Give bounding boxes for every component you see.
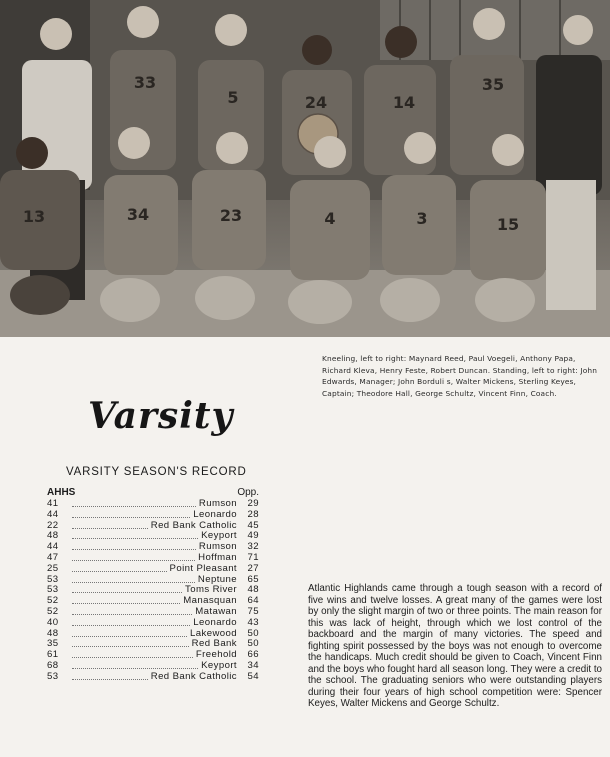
leader-dots: [72, 596, 180, 604]
record-title: VARSITY SEASON'S RECORD: [66, 466, 247, 478]
opponent-score: 32: [247, 541, 259, 553]
opponent-name: Neptune: [197, 573, 237, 585]
jersey-number: 14: [392, 93, 416, 112]
opponent-name: Matawan: [195, 605, 237, 617]
leader-dots: [72, 499, 196, 507]
team-photo: [0, 0, 610, 337]
home-score: 47: [47, 551, 59, 563]
record-row: [47, 618, 259, 629]
opponent-score: 43: [247, 616, 259, 628]
home-team-label: AHHS: [47, 487, 76, 498]
record-row: [47, 672, 259, 683]
home-score: 48: [47, 627, 59, 639]
leader-dots: [72, 607, 192, 615]
opponent-name: Toms River: [185, 584, 237, 596]
opponent-score: 48: [247, 584, 259, 596]
leader-dots: [72, 650, 193, 658]
home-score: 53: [47, 573, 59, 585]
leader-dots: [72, 661, 198, 669]
leader-dots: [72, 510, 190, 518]
jersey-number: 13: [22, 207, 46, 226]
home-score: 68: [47, 659, 59, 671]
home-score: 53: [47, 670, 59, 682]
opponent-score: 34: [247, 659, 259, 671]
record-table: [47, 499, 259, 683]
opponent-name: Red Bank Catholic: [150, 670, 237, 682]
page-title: Varsity: [88, 395, 234, 437]
team-photo-art: [0, 0, 610, 337]
leader-dots: [72, 531, 198, 539]
jersey-number: 3: [416, 209, 428, 228]
jersey-number: 23: [219, 206, 243, 225]
opponent-score: 50: [247, 638, 259, 650]
opponent-score: 75: [247, 605, 259, 617]
home-score: 41: [47, 498, 59, 509]
season-summary: Atlantic Highlands came through a tough season with a record of five wins and twelve losses. A great many of the games were lost by only the slight margin of two or three points. The main reason for this was lack of height, through which we lost control of the backboard and the margin of many victories. The speed and fighting spirit possessed by the boys was not enough to overcome the handicaps. Much credit should be given to Coach, Vincent Finn and the boys who fought hard all season long. They were a credit to the school. The graduating seniors who were outstanding players during their four years of high school competition were: Spencer Keyes, Walter Mickens and George Schultz.: [308, 583, 602, 710]
home-score: 61: [47, 649, 59, 661]
jersey-number: 4: [324, 209, 336, 228]
leader-dots: [72, 542, 196, 550]
opponent-name: Rumson: [198, 498, 237, 509]
opponent-name: Rumson: [198, 541, 237, 553]
home-score: 53: [47, 584, 59, 596]
leader-dots: [72, 521, 148, 529]
opponent-name: Red Bank Catholic: [150, 519, 237, 531]
home-score: 52: [47, 595, 59, 607]
home-score: 48: [47, 530, 59, 542]
opponent-score: 64: [247, 595, 259, 607]
leader-dots: [72, 575, 195, 583]
opponent-score: 28: [247, 508, 259, 520]
leader-dots: [72, 553, 195, 561]
leader-dots: [72, 629, 187, 637]
home-score: 40: [47, 616, 59, 628]
opponent-score-label: Opp.: [237, 487, 259, 498]
jersey-number: 5: [227, 88, 239, 107]
home-score: 52: [47, 605, 59, 617]
opponent-name: Leonardo: [193, 508, 237, 520]
opponent-score: 54: [247, 670, 259, 682]
home-score: 44: [47, 508, 59, 520]
record-row: [47, 510, 259, 521]
opponent-score: 45: [247, 519, 259, 531]
opponent-score: 71: [247, 551, 259, 563]
jersey-number: 33: [133, 73, 157, 92]
leader-dots: [72, 618, 190, 626]
opponent-name: Point Pleasant: [169, 562, 237, 574]
photo-caption: Kneeling, left to right: Maynard Reed, Paul Voegeli, Anthony Papa, Richard Kleva, Henry Feste, Robert Duncan. Standing, left to right: John Edwards, Manager; John Borduli s, Walter Mickens, Sterling Keyes, Captain; Theodore Hall, George Schultz, Vincent Finn, Coach.: [322, 354, 598, 398]
home-score: 25: [47, 562, 59, 574]
opponent-name: Keyport: [201, 530, 237, 542]
home-score: 22: [47, 519, 59, 531]
opponent-name: Freehold: [195, 649, 237, 661]
opponent-score: 49: [247, 530, 259, 542]
opponent-name: Leonardo: [193, 616, 237, 628]
record-row: [47, 564, 259, 575]
opponent-name: Hoffman: [198, 551, 237, 563]
opponent-score: 29: [247, 498, 259, 509]
opponent-score: 66: [247, 649, 259, 661]
leader-dots: [72, 585, 182, 593]
opponent-score: 65: [247, 573, 259, 585]
jersey-number: 15: [496, 215, 520, 234]
home-score: 44: [47, 541, 59, 553]
leader-dots: [72, 672, 148, 680]
leader-dots: [72, 639, 189, 647]
opponent-name: Manasquan: [183, 595, 237, 607]
opponent-score: 27: [247, 562, 259, 574]
opponent-score: 50: [247, 627, 259, 639]
jersey-number: 35: [481, 75, 505, 94]
opponent-name: Red Bank: [191, 638, 237, 650]
leader-dots: [72, 564, 167, 572]
opponent-name: Keyport: [201, 659, 237, 671]
home-score: 35: [47, 638, 59, 650]
jersey-number: 34: [126, 205, 150, 224]
jersey-number: 24: [304, 93, 328, 112]
opponent-name: Lakewood: [190, 627, 237, 639]
